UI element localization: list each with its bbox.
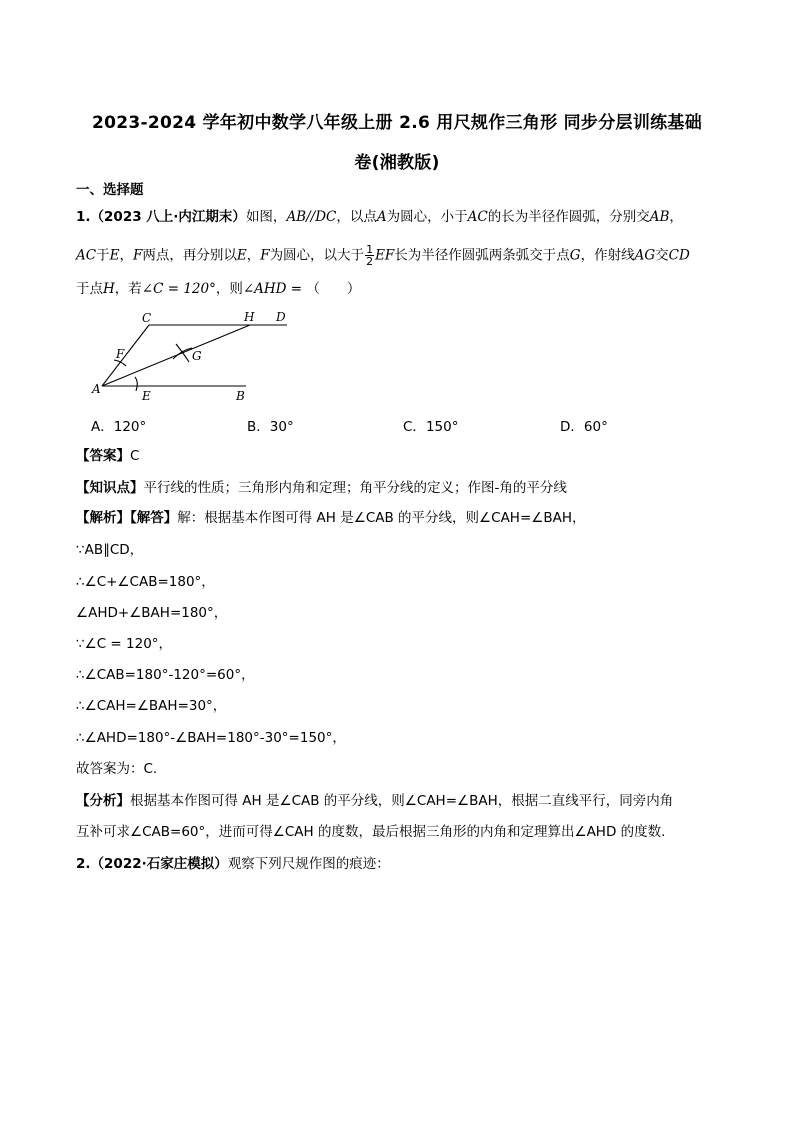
section-heading: 一、选择题 <box>76 182 144 198</box>
stem-text: 长为半径作圆弧两条弧交于点 <box>394 247 570 264</box>
knowledge-text: 平行线的性质；三角形内角和定理；角平分线的定义；作图-角的平分线 <box>143 480 567 496</box>
option-letter: A． <box>91 419 114 435</box>
stem-text: 观察下列尺规作图的痕迹： <box>227 856 390 872</box>
analysis-line-3: ∴∠C+∠CAB=180°， <box>76 574 215 590</box>
remark-tag: 【分析】 <box>76 793 130 809</box>
geometry-figure <box>88 304 298 408</box>
math-expr: G <box>569 247 581 264</box>
math-expr: CD <box>668 247 690 264</box>
analysis-line-1 <box>76 509 586 527</box>
knowledge-tag: 【知识点】 <box>76 480 144 496</box>
analysis-text: 解：根据基本作图可得 AH 是∠CAB 的平分线，则∠CAH=∠BAH， <box>177 510 586 526</box>
math-expr: F <box>132 247 143 264</box>
option-b <box>247 415 294 435</box>
stem-text: ， <box>119 247 133 264</box>
analysis-line-6: ∴∠CAB=180°-120°=60°， <box>76 667 255 683</box>
page-title-line-1: 2023-2024 学年初中数学八年级上册 2.6 用尺规作三角形 同步分层训练基础 <box>91 113 703 133</box>
stem-text: ，以点 <box>336 209 377 225</box>
analysis-tag: 【解析】【解答】 <box>76 510 178 526</box>
stem-text: ，作射线 <box>580 247 635 264</box>
analysis-line-2: ∵AB∥CD， <box>76 542 144 558</box>
fraction-numerator: 1 <box>366 243 374 256</box>
answer-tag: 【答案】 <box>76 448 130 464</box>
option-a <box>91 415 146 435</box>
option-d <box>560 415 608 435</box>
option-letter: C． <box>403 419 426 435</box>
option-value: 120° <box>113 419 147 435</box>
remark-text: 根据基本作图可得 AH 是∠CAB 的平分线，则∠CAH=∠BAH，根据二直线平行，同旁内角 <box>130 793 674 809</box>
option-c <box>403 415 458 435</box>
question-source: （2022·石家庄模拟） <box>90 856 228 872</box>
stem-text: = （ ） <box>286 281 361 297</box>
stem-text: ， <box>246 247 261 264</box>
arc-mark-g-1 <box>176 344 189 362</box>
option-value: 150° <box>425 419 459 435</box>
label-c: C <box>142 311 152 325</box>
stem-text: 为圆心，小于 <box>386 209 468 225</box>
math-expr: AG <box>634 247 656 264</box>
math-expr: AC <box>76 247 97 264</box>
question-1-line-3 <box>76 280 360 298</box>
math-expr: AB <box>649 209 670 225</box>
math-expr: E <box>236 247 247 264</box>
analysis-line-8: ∴∠AHD=180°-∠BAH=180°-30°=150°， <box>76 730 346 746</box>
fraction-denominator: 2 <box>366 255 374 268</box>
stem-text: 于 <box>96 247 110 264</box>
stem-text: 为圆心，以大于 <box>269 247 365 264</box>
label-f: F <box>116 347 125 361</box>
page-title-line-2: 卷(湘教版) <box>354 153 440 173</box>
label-h: H <box>244 310 255 324</box>
remark-line-2: 互补可求∠CAB=60°，进而可得∠CAH 的度数，最后根据三角形的内角和定理算出∠AHD 的度数. <box>76 824 666 840</box>
remark-line-1 <box>76 792 673 810</box>
analysis-line-4: ∠AHD+∠BAH=180°， <box>76 605 228 621</box>
stem-text: 两点，再分别以 <box>142 247 237 264</box>
math-expr: EF <box>375 247 395 264</box>
option-letter: B． <box>247 419 270 435</box>
answer-line <box>76 447 139 465</box>
stem-text: ，则 <box>215 281 243 297</box>
math-expr: A <box>376 209 387 225</box>
analysis-line-7: ∴∠CAH=∠BAH=30°， <box>76 698 227 714</box>
knowledge-line <box>76 479 567 497</box>
question-2-line-1 <box>76 855 390 873</box>
label-e: E <box>142 389 151 403</box>
answer-value: C <box>130 448 140 464</box>
label-g: G <box>192 349 202 363</box>
stem-text: 如图， <box>245 209 287 225</box>
question-number: 1. <box>76 209 91 225</box>
question-source: （2023 八上·内江期末） <box>90 209 246 225</box>
math-expr: F <box>260 247 270 264</box>
analysis-line-5: ∵∠C = 120°， <box>76 636 173 652</box>
question-number: 2. <box>76 856 91 872</box>
question-1-line-1 <box>76 208 683 226</box>
question-1-line-2 <box>76 244 690 267</box>
stem-text: 的长为半径作圆弧，分别交 <box>487 209 650 225</box>
stem-text: 于点 <box>76 281 103 297</box>
stem-text: ， <box>669 209 683 225</box>
option-value: 60° <box>583 419 608 435</box>
fraction-one-half <box>365 244 374 267</box>
math-expr: ∠C = 120° <box>141 281 216 297</box>
stem-text: ，若 <box>114 281 142 297</box>
stem-text: 交 <box>655 247 669 264</box>
label-d: D <box>276 310 286 324</box>
math-expr: AB//DC <box>286 209 337 225</box>
option-value: 30° <box>269 419 294 435</box>
label-a: A <box>92 382 101 396</box>
label-b: B <box>236 389 245 403</box>
analysis-line-9: 故答案为：C. <box>76 761 158 777</box>
math-expr: H <box>103 281 115 297</box>
option-letter: D． <box>560 419 584 435</box>
arc-mark-e <box>135 377 137 391</box>
math-expr: E <box>109 247 120 264</box>
math-expr: AC <box>467 209 488 225</box>
math-expr: ∠AHD <box>242 281 287 297</box>
